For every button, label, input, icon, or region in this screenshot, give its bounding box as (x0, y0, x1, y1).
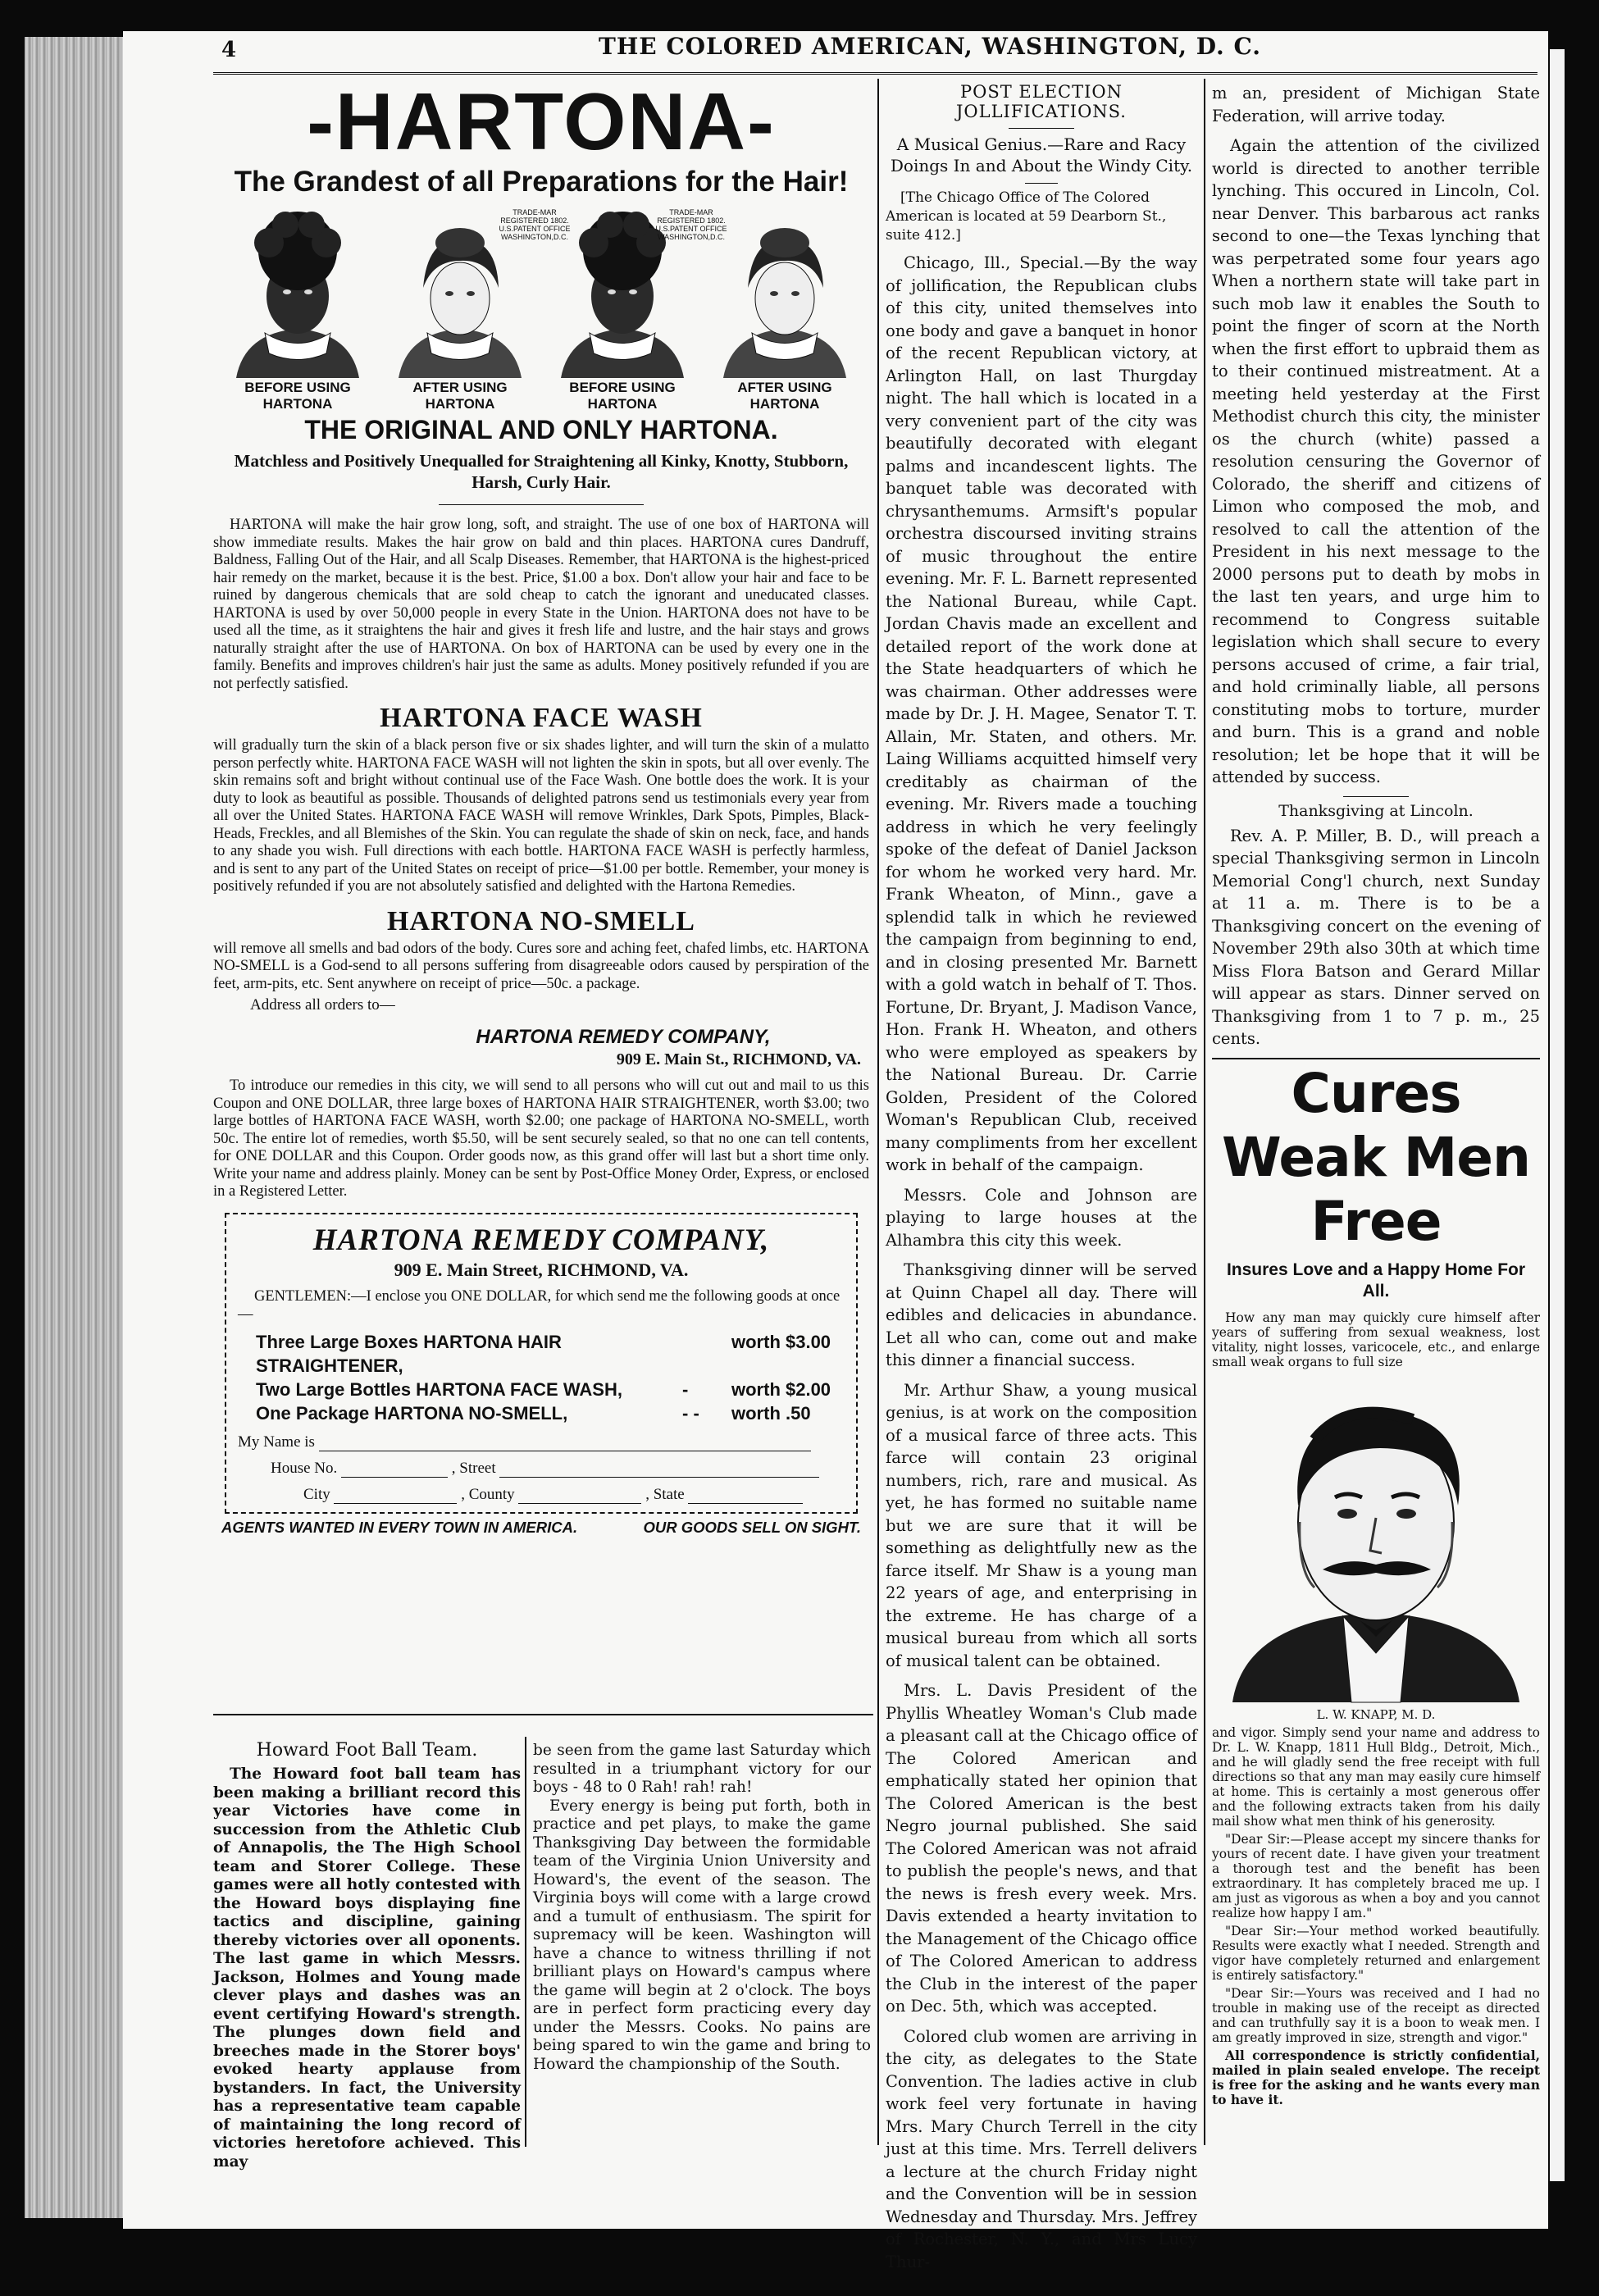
chicago-paragraph: Colored club women are arriving in the city, as delegates to the State Convention. The ladies active in club work feel very fortunate in having Mrs. Mary Church Terrell in the city just at this time. Mrs. Terrell delivers a lecture at the church Friday night and the Convention will be in session Wednesday and Thursday. Mrs. Jeffrey of Rochester, N. Y., and Mrs Lucy Thur- (886, 2026, 1197, 2271)
right-column (1212, 82, 1540, 2181)
face-wash-description: will gradually turn the skin of a black person five or six shades lighter, and will turn the skin of a mulatto person perfectly white. HARTONA FACE WASH will not lighten the skin in spots, but all over evenly. The skin remains soft and bright without continual use of the Face Wash. One bottle does the work. It is your duty to look as beautiful as possible. Thousands of delighted patrons send us testimonials every year from all over the United States. HARTONA FACE WASH will remove Wrinkles, Dark Spots, Pimples, Black-Heads, Freckles, and all Blemishes of the Skin. You can regulate the shade of skin on neck, face, and hands to any shade you wish. Full directions with each bottle. HARTONA FACE WASH is perfectly harmless, and is sent to any part of the United States on receipt of price—$1.00 per bottle. Remember, your money is positively refunded if you are not absolutely satisfied and delighted with the Hartona Remedies. (213, 737, 869, 895)
house-label: House No. (271, 1459, 338, 1477)
matchless-subheading: Matchless and Positively Unequalled for Straightening all Kinky, Knotty, Stubborn, Harsh, Curly Hair. (234, 451, 849, 492)
title-rule (1009, 128, 1074, 129)
figure-after-1 (379, 208, 571, 412)
ad-bottom-rule (213, 1714, 873, 1715)
figure-after-2 (655, 208, 866, 412)
figure-caption-2: AFTER USING HARTONA (412, 380, 508, 412)
lynching-article: Again the attention of the civilized world is directed to another terrible lynching. This occured in Lincoln, Col. near Denver. This barbarous act ranks second to one—the Texas lynching that was perpetrated some four years ago When a northern state will take part in such mob law it enables the South to point the finger of scorn at the North when the first effort to upbraid them as to their continued mistreatment. At a meeting held yesterday at the First Methodist church this city, the minister os the church (white) passed a resolution censuring the Governor of Colorado, the sheriff and citizens of Limon who composed the mob, and resolved to call the attention of the President in his next message to the 2000 persons put to death by mobs in the last ten years, and urge him to recommend to Congress suitable legislation which shall secure to every persons accused of crime, a fair trial, and hold criminally liable, all persons constituting mobs to torture, murder and burn. This is a grand and noble resolution; let be hope that it will be attended by success. (1212, 136, 1540, 786)
portrait-caption: L. W. KNAPP, M. D. (1316, 1706, 1436, 1722)
cures-testimonial: "Dear Sir:—Please accept my sincere thanks for yours of recent date. I have given your treatment a thorough test and the benefit has been extraordinary. It has completely braced me up. I am just as vigorous as when a boy and you cannot realize how happy I am." (1212, 1831, 1540, 1920)
company-name: HARTONA REMEDY COMPANY, (476, 1026, 771, 1048)
ad-divider (439, 504, 644, 505)
trademark-note-1: TRADE-MAR REGISTERED 1802. U.S.PATENT OFFICE WASHINGTON,D.C. (499, 208, 571, 241)
figure-caption-1: BEFORE USING HARTONA (244, 380, 351, 412)
coupon-item-price: worth $2.00 (731, 1378, 831, 1400)
chicago-paragraph: Mr. Arthur Shaw, a young musical genius, is at work on the composition of a musical farce of three acts. This farce will contain 23 original numbers, rich, rare and musical. As yet, he has formed no suitable name but we are sure that it will be something as delightfully new as the farce itself. Mr Shaw is a young man 22 years of age, and enterprising in the extreme. He has charge of a musical bureau from which all sorts of musical talent can be obtained. (886, 1380, 1197, 1670)
continuation-text: m an, president of Michigan State Federation, will arrive today. (1212, 84, 1540, 125)
chicago-paragraph: Thanksgiving dinner will be served at Quinn Chapel all day. There will edibles and delicacies in abundance. Let all who can, come out and make this dinner a financial success. (886, 1260, 1197, 1369)
address-orders: Address all orders to— (250, 996, 395, 1014)
face-wash-heading: HARTONA FACE WASH (380, 703, 703, 733)
book-binding-edge (25, 37, 131, 2218)
no-smell-heading: HARTONA NO-SMELL (387, 905, 695, 936)
chicago-column (886, 82, 1197, 2271)
cures-testimonial: "Dear Sir:—Your method worked beautifully. Results were exactly what I needed. Strength and vigor have completely returned and enlargement is entirely satisfactory." (1212, 1923, 1540, 1983)
woman-portrait-before-icon (220, 210, 376, 378)
figure-caption-4: AFTER USING HARTONA (737, 380, 832, 412)
knapp-portrait (1212, 1374, 1540, 1706)
order-coupon (225, 1213, 858, 1514)
trademark-note-2: TRADE-MAR REGISTERED 1802. U.S.PATENT OFFICE WASHINGTON,D.C. (655, 208, 727, 241)
football-body-right (533, 1742, 871, 2074)
chicago-paragraph: Mrs. L. Davis President of the Phyllis Wheatley Woman's Club made a pleasant call at the Chicago office of The Colored American and emphatically stated her opinion that The Colored American is the best Negro journal published. She said The Colored American was not afraid to publish the people's news, and that the news is fresh every week. Mrs. Davis extended a hearty invitation to the Management of the Chicago office of The Colored American to address the Club in the interest of the paper on Dec. 5th, which was accepted. (886, 1681, 1197, 2016)
coupon-city-field (303, 1486, 845, 1504)
before-after-figures (216, 208, 866, 412)
figure-caption-3: BEFORE USING HARTONA (569, 380, 676, 412)
football-paragraph: be seen from the game last Saturday which resulted in a triumphant victory for our boys - 48 to 0 Rah! rah! rah! (533, 1742, 871, 1796)
cures-intro (1212, 1310, 1540, 1369)
state-label: , State (645, 1485, 685, 1503)
football-title: Howard Foot Ball Team. (256, 1740, 478, 1761)
coupon-item-price: worth .50 (731, 1402, 811, 1424)
chicago-title: POST ELECTION JOLLIFICATIONS. (956, 82, 1127, 121)
column-rule-football (525, 1737, 526, 2147)
coupon-intro: GENTLEMEN:—I enclose you ONE DOLLAR, for which send me the following goods at once— (238, 1287, 840, 1323)
county-blank[interactable] (518, 1488, 641, 1504)
coupon-item-name: One Package HARTONA NO-SMELL, (256, 1402, 568, 1424)
no-smell-description: will remove all smells and bad odors of the body. Cures sore and aching feet, chafed limbs, etc. HARTONA NO-SMELL is a God-send to all persons suffering from disagreeable odors caused by perspiration of the feet, arm-pits, etc. Sent anywhere on receipt of price—50c. a package. (213, 940, 869, 992)
agents-left: AGENTS WANTED IN EVERY TOWN IN AMERICA. (221, 1518, 578, 1536)
ad-brand: -HARTONA- (307, 76, 776, 166)
lincoln-body (1212, 825, 1540, 1050)
coupon-item (256, 1330, 845, 1378)
newspaper-page (123, 31, 1548, 2271)
figure-before-1 (216, 210, 379, 412)
coupon-item (256, 1401, 845, 1425)
column-rule-2 (1204, 79, 1205, 2145)
chicago-paragraph: Messrs. Cole and Johnson are playing to large houses at the Alhambra this city this week. (886, 1185, 1197, 1250)
coupon-item-name: Three Large Boxes HARTONA HAIR STRAIGHTENER, (256, 1331, 562, 1376)
football-body-left (213, 1765, 521, 2171)
original-heading: THE ORIGINAL AND ONLY HARTONA. (304, 415, 778, 444)
coupon-name-field (238, 1433, 845, 1451)
cures-body (1212, 1725, 1540, 2107)
name-blank[interactable] (319, 1436, 811, 1451)
football-paragraph: Every energy is being put forth, both in practice and pet plays, to make the game Thanksgiving Day between the formidable team of the Virginia Union University and Howard's, the event of the season. The Virginia boys will come with a large crowd and a tumult of enthusiasm. The spirit for supremacy will be keen. Washington will have a chance to witness thrilling if not brilliant plays on Howard's campus where the game will begin at 2 o'clock. The boys are in perfect form practicing every day under the Messrs. Cooks. No pains are being spared to win the game and bring to Howard the championship of the South. (533, 1797, 871, 2073)
section-rule (1343, 796, 1409, 797)
company-address: 909 E. Main St., RICHMOND, VA. (616, 1050, 861, 1068)
coupon-item-dash (682, 1330, 731, 1378)
football-paragraph: The Howard foot ball team has been making a brilliant record this year Victories have come in succession from the Athletic Club of Annapolis, the The High School team and Storer College. These games were all hotly contested with the Howard boys displaying fine tactics and discipline, gaining thereby victories over all oponents. The last game in which Messrs. Jackson, Holmes and Young made clever plays and dashes was an event certifying Howard's strength. The plunges down field and breeches made in the Storer boys' evoked hearty applause from bystanders. In fact, the University has a representative team capable of maintaining the long record of victories heretofore achieved. This may (213, 1765, 521, 2171)
ad-tagline: The Grandest of all Preparations for the Hair! (234, 166, 849, 198)
coupon-item-dash: - - (682, 1402, 699, 1424)
city-label: City (303, 1485, 330, 1503)
coupon-address: 909 E. Main Street, RICHMOND, VA. (394, 1259, 689, 1280)
chicago-paragraph: Chicago, Ill., Special.—By the way of jollification, the Republican clubs of this city, united themselves into one body and gave a banquet in honor of the recent Republican victory, at Arlington Hall, on last Thurgday night. The hall which is located in a very convenient part of the city was beautifully decorated with elegant palms and incandescent lights. The banquet table was decorated with chrysanthemums. Armsift's popular orchestra discoursed inviting strains of music throughout the entire evening. Mr. F. L. Barnett represented the National Bureau, while Capt. Jordan Chavis made an excellent and detailed report of the work done at the State headquarters of which he was chairman. Other addresses were made by Dr. J. H. Magee, Senator T. T. Allain, Mr. Staten, and others. Mr. Laing Williams acquitted himself very creditably as chairman of the evening. Mr. Rivers made a touching address in which he very feelingly spoke of the defeat of Daniel Jackson for whom he worked very hard. Mr. Frank Wheaton, of Minn., gave a splendid talk in which he reviewed the campaign from beginning to end, and in closing presented Mr. Barnett with a gold watch in behalf of T. Thos. Fortune, Dr. Bryant, J. Madison Vance, Hon. Frank H. Wheaton, and others who were employed as speakers by the National Bureau. Dr. Carrie Golden, President of the Colored Woman's Republican Club, received many compliments from her excellent work in behalf of the campaign. (886, 253, 1197, 1174)
coupon-address-field (271, 1460, 845, 1478)
house-blank[interactable] (341, 1462, 448, 1478)
cures-headline-1: Cures (1291, 1061, 1461, 1125)
street-label: , Street (451, 1459, 496, 1477)
cures-testimonial: "Dear Sir:—Yours was received and I had no trouble in making use of the receipt as directed and can truthfully say it is a boon to weak men. I am greatly improved in size, strength and vigor." (1212, 1985, 1540, 2045)
coupon-item (256, 1378, 845, 1401)
chicago-office-note: [The Chicago Office of The Colored American is located at 59 Dearborn St., suite 412.] (886, 189, 1167, 244)
football-article (213, 1737, 521, 2171)
chicago-dek: A Musical Genius.—Rare and Racy Doings In and About the Windy City. (890, 134, 1193, 175)
football-article-cont (533, 1742, 871, 2152)
street-blank[interactable] (499, 1462, 819, 1478)
coupon-item-dash: - (682, 1378, 689, 1400)
coupon-company: HARTONA REMEDY COMPANY, (312, 1223, 770, 1257)
cures-headline-3: Free (1310, 1189, 1442, 1253)
masthead: THE COLORED AMERICAN, WASHINGTON, D. C. (599, 33, 1262, 60)
coupon-item-price: worth $3.00 (731, 1331, 831, 1352)
column-rule-1 (877, 79, 879, 2145)
name-label: My Name is (238, 1433, 315, 1451)
lincoln-article: Rev. A. P. Miller, B. D., will preach a special Thanksgiving sermon in Lincoln Memorial Cong'l church, next Sunday at 11 a. m. There is to be a Thanksgiving concert on the evening of November 29th also 30th at which time Miss Flora Batson and Gerard Millar will appear as stars. Dinner served on Thanksgiving from 1 to 7 p. m., 25 cents. (1212, 826, 1540, 1048)
introduce-offer: To introduce our remedies in this city, we will send to all persons who will cut out and mail to us this Coupon and ONE DOLLAR, three large boxes of HARTONA HAIR STRAIGHTENER, worth $3.00; two large bottles of HARTONA FACE WASH, worth $2.00; one package of HARTONA NO-SMELL, worth 50c. The entire lot of remedies, worth $5.50, will be sent securely sealed, so that no one can tell contents, for ONE DOLLAR and this Coupon. Order goods now, as this grand offer will last but a short time only. Write your name and address plainly. Money can be sent by Post-Office Money Order, Express, or enclosed in a Registered Letter. (213, 1077, 869, 1200)
man-portrait-icon (1224, 1374, 1528, 1702)
chicago-body (886, 252, 1197, 2273)
page-number: 4 (221, 38, 237, 62)
hartona-ad (213, 76, 869, 1712)
state-blank[interactable] (688, 1488, 803, 1504)
city-blank[interactable] (334, 1488, 457, 1504)
page-edge-right (1550, 49, 1565, 2181)
cures-headline-2: Weak Men (1221, 1125, 1531, 1189)
coupon-items (256, 1330, 845, 1425)
coupon-item-name: Two Large Bottles HARTONA FACE WASH, (256, 1378, 622, 1400)
agents-right: OUR GOODS SELL ON SIGHT. (643, 1518, 861, 1536)
header-rule (213, 72, 1538, 75)
right-body (1212, 82, 1540, 789)
hartona-description: HARTONA will make the hair grow long, soft, and straight. The use of one box of HARTONA will show immediate results. Makes the hair grow on bald and thin places. HARTONA cures Dandruff, Baldness, Falling Out of the Hair, and all Scalp Diseases. Remember, that HARTONA is the highest-priced hair remedy on the market, because it is the best. Price, $1.00 a box. Don't allow your hair and face to be ruined by dangerous chemicals that are sold cheap to catch the ignorant and uneducated classes. HARTONA is used by over 50,000 people in every State in the Union. HARTONA does not have to be used all the time, as it straightens the hair and gives it fresh life and lustre, and the hair stays and grows naturally straight after the use of HARTONA. On box of HARTONA can be used by every one in the family. Benefits and improves children's hair just the same as adults. Money positively refunded if you are not perfectly satisfied. (213, 517, 869, 692)
cures-paragraph: and vigor. Simply send your name and address to Dr. L. W. Knapp, 1811 Hull Bldg., Detroit, Mich., and he will gladly send the free receipt with full directions so that any man may easily cure himself at home. This is certainly a most generous offer and the following extracts taken from his daily mail show what men think of his generosity. (1212, 1724, 1540, 1829)
cures-paragraph: All correspondence is strictly confidential, mailed in plain sealed envelope. The receipt is free for the asking and he wants every man to have it. (1212, 2047, 1540, 2107)
cures-intro-text: How any man may quickly cure himself after years of suffering from sexual weakness, lost vitality, night losses, varicocele, etc., and enlarge small weak organs to full size (1212, 1310, 1540, 1369)
ad-top-rule (1212, 1058, 1540, 1059)
county-label: , County (461, 1485, 515, 1503)
lincoln-title: Thanksgiving at Lincoln. (1278, 801, 1474, 820)
agents-wanted (221, 1519, 861, 1537)
cures-subheading: Insures Love and a Happy Home For All. (1226, 1260, 1526, 1301)
dek-rule (1025, 183, 1058, 184)
